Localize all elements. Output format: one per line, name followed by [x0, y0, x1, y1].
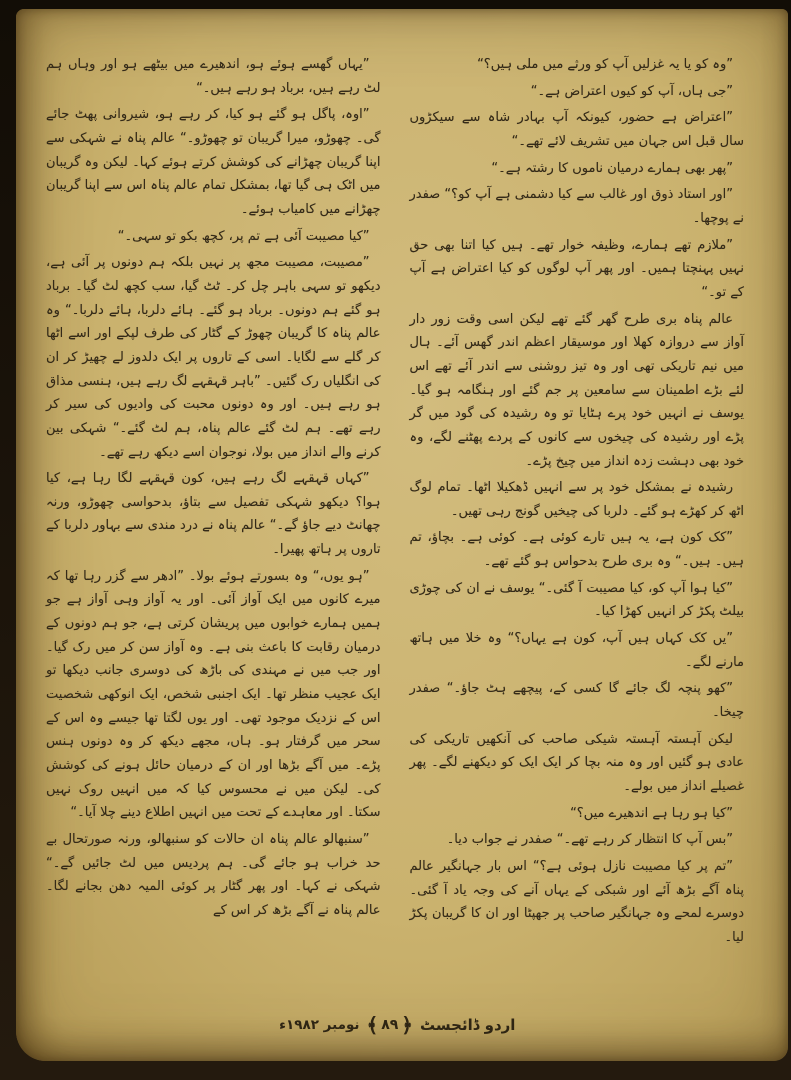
paragraph: ”کک کون ہے، یہ ہیں تارے کوئی ہے۔ کوئی ہے۔ بچاؤ، تم ہیں۔ ہیں۔“ وہ بری طرح بدحواس ہو گئے تھے۔: [409, 530, 744, 570]
paragraph: ”یں کک کہاں ہیں آپ، کون ہے یہاں؟“ وہ خلا میں ہاتھ مارنے لگے۔: [409, 631, 744, 670]
issue-date: نومبر ۱۹۸۲ء: [279, 1017, 360, 1033]
magazine-title: اردو ڈائجسٹ: [420, 1016, 516, 1034]
column-right: [395, 47, 754, 991]
paragraph: رشیدہ نے بمشکل خود پر سے انہیں ڈھکیلا اٹھا۔ تمام لوگ اٹھ کر کھڑے ہو گئے۔ دلربا کی چیخیں گونج رہی تھیں۔: [409, 480, 744, 519]
paragraph: ”کیا ہو رہا ہے اندھیرے میں؟“: [570, 805, 733, 821]
paragraph: ”یہاں گھسے ہوئے ہو، اندھیرے میں بیٹھے ہو اور وہاں ہم لٹ رہے ہیں، برباد ہو رہے ہیں۔“: [46, 57, 381, 96]
paragraph: ”سنبھالو عالم پناہ ان حالات کو سنبھالو، ورنہ صورتحال بے حد خراب ہو جائے گی۔ ہم پردیس میں لٹ جائیں گے۔“ شہکی نے کہا۔ اور پھر گٹار پر کوئی المیہ دھن بجانے لگا۔ عالم پناہ نے آگے بڑھ کر اس کے: [46, 832, 381, 918]
paragraph: ”وہ کو یا یہ غزلیں آپ کو ورثے میں ملی ہیں؟“: [477, 57, 733, 72]
paragraph: عالم پناہ بری طرح گھر گئے تھے لیکن اسی وقت زور دار آواز سے دروازہ کھلا اور موسیقار اعظم اندر گھس آئے۔ ہال میں نیم تاریکی تھی اور وہ تیز روشنی سے اندر آئے تھے اس لئے بڑے اطمینان سے سامعین پر جم گئے اور ہنگامہ ہو گیا۔ یوسف نے انہیں خود پرے ہٹایا تو وہ رشیدہ کی گود میں گر پڑے اور رشیدہ کی چیخوں سے کانوں کے پردے پھٹنے لگے، وہ خود بھی دہشت زدہ انداز میں چیخ پڑے۔: [409, 311, 744, 469]
paragraph: ”تم پر کیا مصیبت نازل ہوئی ہے؟“ اس بار جہانگیر عالم پناہ آگے بڑھ آئے اور شبکی کے یہاں آنے کی وجہ یاد آ گئی۔ دوسرے لمحے وہ جہانگیر صاحب پر جھپٹا اور ان کا گریبان پکڑ لیا۔: [409, 859, 744, 945]
page-number: ﴿ ۸۹ ﴾: [366, 1013, 413, 1037]
paragraph: ”اعتراض ہے حضور، کیونکہ آپ بہادر شاہ سے سیکڑوں سال قبل اس جہان میں تشریف لائے تھے۔“: [409, 110, 744, 149]
paragraph: ”مصیبت، مصیبت مجھ پر نہیں بلکہ ہم دونوں پر آئی ہے، دیکھو تو سہی باہر چل کر۔ ٹٹ گیا، سب کچھ لٹ گیا۔ برباد ہو گئے ہم دونوں۔ برباد ہو گئے۔ ہائے دلربا، ہائے دلربا۔“ وہ عالم پناہ کا گریبان چھوڑ کے گٹار کی طرف لپکے اور اسے اٹھا کر گلے سے لگایا۔ اسی کے تاروں پر ایک دلدوز لے چھیڑ کر ان کی انگلیاں رک گئیں۔ ”باہر قہقہے لگ رہے ہیں، ہنسی مذاق ہو رہے ہیں۔ اور وہ دونوں محبت کی وادیوں کی سیر کر رہے تھے۔ ہم لٹ گئے عالم پناہ، ہم لٹ گئے۔“ شہکی بین کرنے والے انداز میں بولا، نوجوان اسے دیکھ رہے تھے۔: [46, 255, 381, 460]
text-area: [42, 47, 754, 991]
paragraph: ”کیا ہوا آپ کو، کیا مصیبت آ گئی۔“ یوسف نے ان کی چوڑی بیلٹ پکڑ کر انہیں کھڑا کیا۔: [409, 580, 744, 620]
paragraph: ”بس آپ کا انتظار کر رہے تھے۔“ صفدر نے جواب دیا۔: [446, 832, 733, 848]
paragraph: ”اور استاد ذوق اور غالب سے کیا دشمنی ہے آپ کو؟“ صفدر نے پوچھا۔: [409, 187, 744, 226]
paragraph: ”کھو پنچہ لگ جائے گا کسی کے، پیچھے ہٹ جاؤ۔“ صفدر چیخا۔: [409, 681, 744, 721]
paragraph: لیکن آہستہ آہستہ شیکی صاحب کی آنکھیں تاریکی کی عادی ہو گئیں اور وہ منہ بچا کر ایک ایک کو دیکھنے لگے۔ پھر غصیلے انداز میں بولے۔: [409, 731, 744, 795]
paragraph: ”جی ہاں، آپ کو کیوں اعتراض ہے۔“: [530, 83, 733, 99]
paragraph: ”ہو یوں،“ وہ بسورتے ہوئے بولا۔ ”ادھر سے گزر رہا تھا کہ میرے کانوں میں ایک آواز آئی۔ اور یہ آواز وہی آواز ہے جو ہمیں ہمارے خوابوں میں پریشان کرتی ہے، جو ہم دونوں کے درمیان رقابت کا باعث بنی ہے۔ وہ آواز سن کر میں رک گیا۔ اور جب میں نے مہندی کی باڑھ کی دوسری جانب دیکھا تو ایک عجیب منظر تھا۔ ایک اجنبی شخص، ایک انوکھی شخصیت اس کے نزدیک موجود تھی۔ اور یوں لگتا تھا جیسے وہ اس کے سحر میں گرفتار ہو۔ ہاں، مجھے دیکھ کر وہ دونوں ہنس پڑے۔ میں آگے بڑھا اور ان کے درمیان حائل ہونے کی کوشش کی۔ لیکن میں نے محسوس کیا کہ میں انہیں روک نہیں سکتا۔ اور معاہدے کے تحت میں انہیں اطلاع دینے چلا آیا۔“: [46, 568, 381, 821]
column-left: [42, 47, 395, 991]
column-divider: [395, 55, 396, 991]
paragraph: ”کیا مصیبت آئی ہے تم پر، کچھ بکو تو سہی۔“: [117, 228, 370, 244]
paragraph: ”اوہ، پاگل ہو گئے ہو کیا، کر رہے ہو، شیروانی پھٹ جائے گی۔ چھوڑو، میرا گریبان تو چھوڑو۔“ عالم پناہ نے شہکی سے اپنا گریبان چھڑانے کی کوشش کرتے ہوئے کہا۔ لیکن وہ گریبان میں اٹک ہی گیا تھا، بمشکل تمام عالم پناہ اس سے اپنا گریبان چھڑانے میں کامیاب ہوئے۔: [46, 107, 381, 217]
paragraph: ”ملازم تھے ہمارے، وظیفہ خوار تھے۔ ہیں کیا اتنا بھی حق نہیں پہنچتا ہمیں۔ اور پھر آپ لوگوں کو کیا اعتراض ہے آپ کے تو۔“: [409, 237, 744, 300]
paragraph: ”پھر بھی ہمارے درمیان ناموں کا رشتہ ہے۔“: [491, 160, 733, 176]
magazine-page: [16, 9, 788, 1061]
page-footer: [279, 1013, 515, 1037]
paragraph: ”کہاں قہقہے لگ رہے ہیں، کون قہقہے لگا رہا ہے، کیا ہوا؟ دیکھو شہکی تفصیل سے بتاؤ، بدحواسی چھوڑو، ورنہ چھانٹ دیے جاؤ گے۔“ عالم پناہ نے درد مندی سے بہاور دلربا کے تاروں پر ہاتھ پھیرا۔: [46, 471, 381, 558]
